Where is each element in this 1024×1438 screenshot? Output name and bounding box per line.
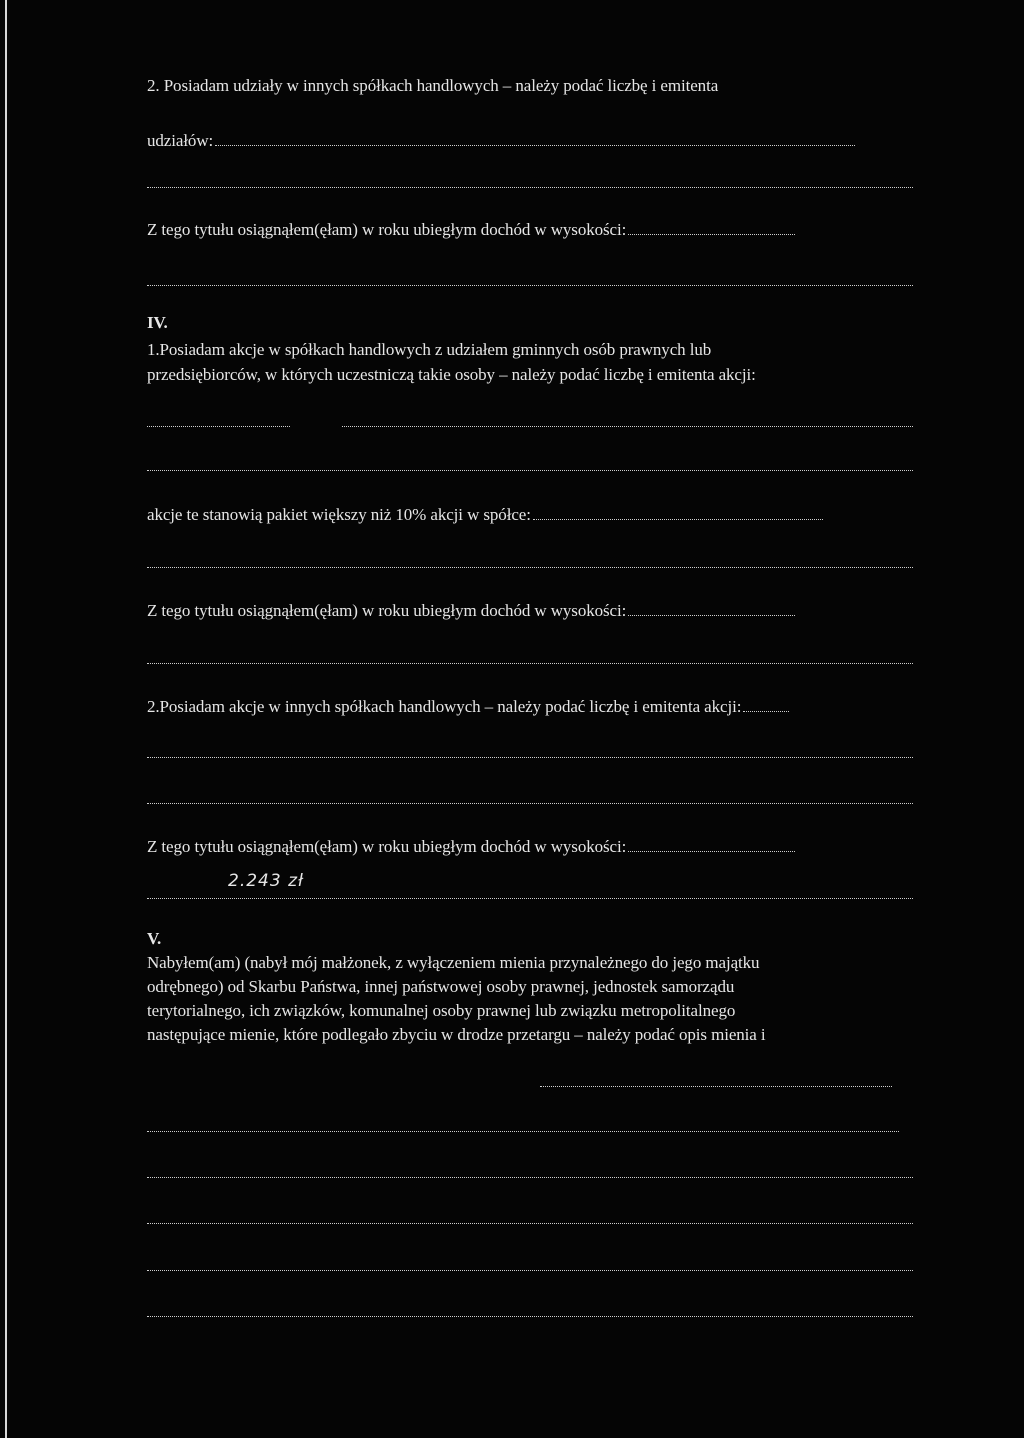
other-stocks-question — [147, 697, 789, 717]
shares-income-line — [147, 220, 795, 240]
shares-issuer-line — [147, 131, 855, 151]
other-stocks-field-3[interactable] — [147, 803, 913, 804]
section-v-heading-text: V. — [147, 929, 162, 948]
stocks-income-line — [147, 601, 795, 621]
shares-issuer-label: udziałów: — [147, 131, 214, 150]
section-iv-heading — [147, 313, 168, 333]
stocks-gmina-field-2[interactable] — [147, 470, 913, 471]
property-field-1[interactable] — [540, 1086, 892, 1087]
other-stocks-question-text: 2.Posiadam akcje w innych spółkach handlowych – należy podać liczbę i emitenta akcji: — [147, 697, 742, 716]
property-question-3-text: terytorialnego, ich związków, komunalnej osoby prawnej lub związku metropolitalnego — [147, 1001, 736, 1020]
handwritten-income-value: 2.243 zł — [228, 871, 304, 891]
other-stocks-income-label: Z tego tytułu osiągnąłem(ęłam) w roku ubiegłym dochód w wysokości: — [147, 837, 627, 856]
stocks-gmina-question-1-text: 1.Posiadam akcje w spółkach handlowych z udziałem gminnych osób prawnych lub — [147, 340, 712, 359]
shares-income-label: Z tego tytułu osiągnąłem(ęłam) w roku ubiegłym dochód w wysokości: — [147, 220, 627, 239]
stocks-gmina-question-1 — [147, 340, 711, 360]
stocks-gmina-field-b[interactable] — [342, 426, 913, 427]
other-stocks-field-2[interactable] — [147, 757, 913, 758]
stocks-share-label: akcje te stanowią pakiet większy niż 10% akcji w spółce: — [147, 505, 531, 524]
stocks-share-field[interactable] — [533, 505, 823, 520]
stocks-income-label: Z tego tytułu osiągnąłem(ęłam) w roku ubiegłym dochód w wysokości: — [147, 601, 627, 620]
stocks-gmina-question-2-text: przedsiębiorców, w których uczestniczą takie osoby – należy podać liczbę i emitenta akcji: — [147, 365, 756, 384]
property-field-4[interactable] — [147, 1223, 913, 1224]
shares-income-field-2[interactable] — [147, 285, 913, 286]
section-iv-heading-text: IV. — [147, 313, 168, 332]
section-v-heading — [147, 929, 161, 949]
shares-issuer-field-2[interactable] — [147, 187, 913, 188]
shares-income-field[interactable] — [628, 220, 795, 235]
property-field-6[interactable] — [147, 1316, 913, 1317]
stocks-share-line — [147, 505, 823, 525]
property-question-4-text: następujące mienie, które podlegało zbyciu w drodze przetargu – należy podać opis mienia i — [147, 1025, 766, 1044]
property-question-2-text: odrębnego) od Skarbu Państwa, innej państwowej osoby prawnej, jednostek samorządu — [147, 977, 735, 996]
shares-issuer-field[interactable] — [215, 131, 855, 146]
other-stocks-income-field[interactable] — [628, 837, 795, 852]
property-question-3 — [147, 1001, 735, 1021]
shares-question-text: 2. Posiadam udziały w innych spółkach handlowych – należy podać liczbę i emitenta — [147, 76, 719, 95]
property-question-4 — [147, 1025, 766, 1045]
stocks-gmina-question-2 — [147, 365, 756, 385]
property-question-1 — [147, 953, 759, 973]
stocks-income-field[interactable] — [628, 601, 795, 616]
stocks-income-field-2[interactable] — [147, 663, 913, 664]
property-question-2 — [147, 977, 734, 997]
property-question-1-text: Nabyłem(am) (nabył mój małżonek, z wyłączeniem mienia przynależnego do jego majątku — [147, 953, 760, 972]
scan-edge-line — [5, 0, 7, 1438]
other-stocks-income-line — [147, 837, 795, 857]
other-stocks-field[interactable] — [743, 697, 789, 712]
stocks-share-field-2[interactable] — [147, 567, 913, 568]
shares-question — [147, 76, 718, 96]
property-field-3[interactable] — [147, 1177, 913, 1178]
stocks-gmina-field-a[interactable] — [147, 426, 290, 427]
other-stocks-income-field-2[interactable] — [147, 898, 913, 899]
property-field-5[interactable] — [147, 1270, 913, 1271]
property-field-2[interactable] — [147, 1131, 899, 1132]
